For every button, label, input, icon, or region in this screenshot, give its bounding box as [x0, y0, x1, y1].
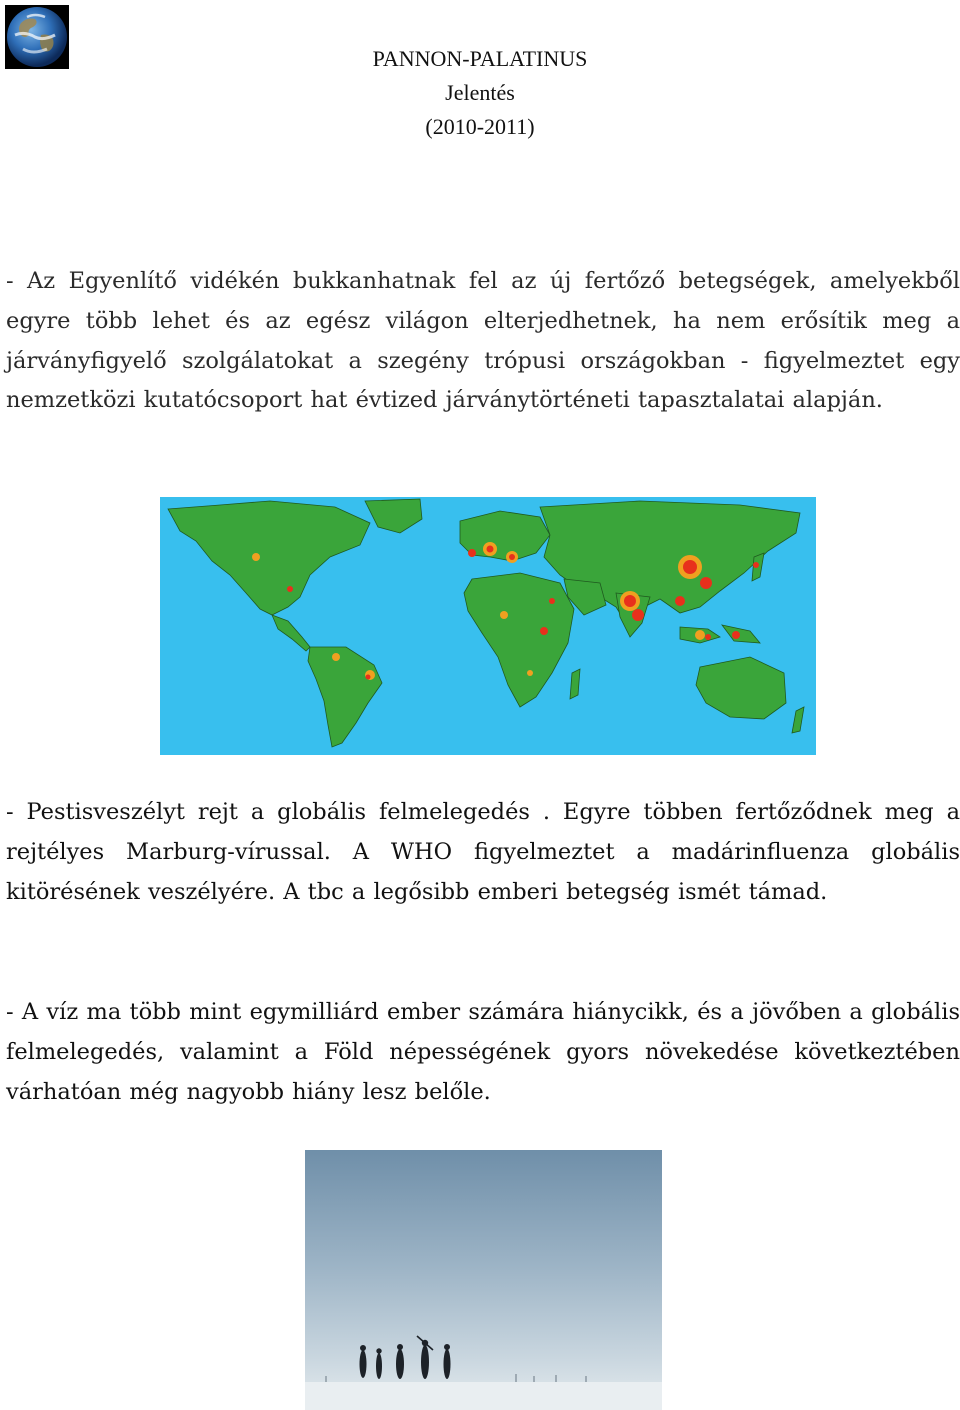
report-header [0, 42, 960, 144]
report-period: (2010-2011) [425, 114, 535, 139]
world-disease-hotspot-map [160, 497, 816, 755]
people-on-horizon-photo [305, 1150, 662, 1410]
paragraph-plague-warming: - Pestisveszélyt rejt a globális felmelegedés . Egyre többen fertőződnek meg a rejtélyes Marburg-vírussal. A WHO figyelmeztet a madárinfluenza globális kitörésének veszélyére. A tbc a legősibb emberi betegség ismét támad. [6, 799, 960, 905]
report-title: Jelentés [445, 80, 515, 105]
org-name: PANNON-PALATINUS [372, 46, 588, 71]
paragraph-equator-diseases: - Az Egyenlítő vidékén bukkanhatnak fel az új fertőző betegségek, amelyekből egyre több lehet és az egész világon elterjedhetnek, ha nem erősítik meg a járványfigyelő szolgálatokat a szegény trópusi országokban - figyelmeztet egy nemzetközi kutatócsoport hat évtized járványtörténeti tapasztalatai alapján. [6, 268, 960, 414]
paragraph-water-shortage: - A víz ma több mint egymilliárd ember számára hiánycikk, és a jövőben a globális felmelegedés, valamint a Föld népességének gyors növekedése következtében várhatóan még nagyobb hiány lesz belőle. [6, 999, 960, 1105]
